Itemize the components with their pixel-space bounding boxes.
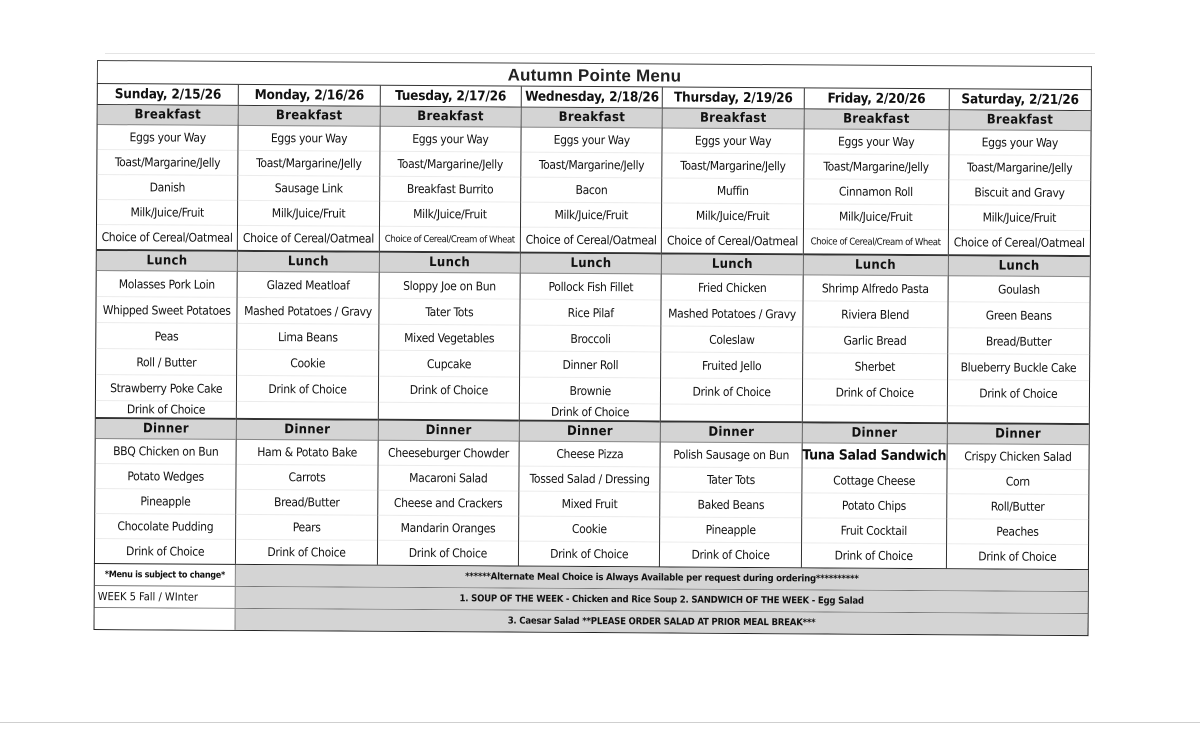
breakfast-header: Breakfast [804,109,948,130]
dinner-section [660,422,801,567]
dinner-item: Drink of Choice [691,547,770,563]
lunch-item: Molasses Pork Loin [97,271,237,298]
breakfast-header: Breakfast [522,108,662,129]
lunch-item: Coleslaw [662,326,802,353]
breakfast-item: Bacon [521,178,662,204]
dinner-item: Drink of Choice [834,548,913,563]
lunch-section [237,252,378,421]
breakfast-item: Eggs your Way [380,127,520,153]
alternate-meal-note: ******Alternate Meal Choice is Always Available per request during ordering********** [236,565,1088,591]
dinner-section [236,420,377,565]
subject-to-change-note: *Menu is subject to change* [95,564,236,586]
breakfast-item: Eggs your Way [663,128,803,154]
lunch-extra-item [379,403,519,420]
lunch-header: Lunch [521,254,661,275]
lunch-section [96,251,237,420]
lunch-item: Drink of Choice [948,380,1090,407]
lunch-item: Sherbet [803,353,947,380]
breakfast-item: Toast/Margarine/Jelly [97,150,237,176]
lunch-item: Lima Beans [238,324,379,351]
dinner-item: Pears [236,515,377,541]
lunch-section [803,255,948,424]
dinner-item: Mixed Fruit [519,492,660,518]
lunch-extra-item [947,406,1088,423]
dinner-section [519,422,660,567]
breakfast-item: Choice of Cereal/Cream of Wheat [384,233,515,246]
breakfast-item: Sausage Link [238,176,379,202]
dinner-item: Tossed Salad / Dressing [519,467,660,493]
dinner-section [378,421,519,566]
breakfast-item: Eggs your Way [521,128,662,154]
page-title: Autumn Pointe Menu [507,65,682,86]
breakfast-item: Toast/Margarine/Jelly [949,155,1091,181]
lunch-item: Goulash [948,276,1090,303]
lunch-item: Garlic Bread [803,327,947,354]
day-column [802,88,950,568]
lunch-extra-item: Drink of Choice [550,404,630,420]
lunch-section [661,254,802,423]
breakfast-item: Cinnamon Roll [804,179,948,205]
lunch-item: Cupcake [379,351,519,378]
lunch-item: Drink of Choice [661,378,802,405]
week-label: WEEK 5 Fall / WInter [95,586,236,608]
breakfast-item: Breakfast Burrito [380,177,520,203]
dinner-item: Fruit Cocktail [802,518,946,544]
scan-edge-line [105,53,1095,54]
breakfast-section [804,109,949,256]
breakfast-item: Eggs your Way [97,125,237,151]
lunch-item: Glazed Meatloaf [238,272,379,299]
dinner-header: Dinner [802,423,946,444]
lunch-extra-item [661,404,801,421]
breakfast-item: Milk/Juice/Fruit [949,205,1091,231]
dinner-item: Pineapple [660,517,800,543]
dinner-item: Tuna Salad Sandwich [802,443,946,469]
dinner-item: Polish Sausage on Bun [661,442,801,468]
lunch-item: Shrimp Alfredo Pasta [803,275,947,302]
lunch-section [947,256,1089,425]
breakfast-item: Choice of Cereal/Cream of Wheat [810,235,941,248]
menu-grid [94,83,1092,570]
breakfast-header: Breakfast [949,110,1090,131]
day-header: Tuesday, 2/17/26 [380,86,520,108]
dinner-item: Baked Beans [661,492,801,518]
day-header: Friday, 2/20/26 [804,88,948,110]
day-column [947,89,1091,569]
day-column [236,85,380,565]
breakfast-item: Milk/Juice/Fruit [97,200,237,226]
lunch-extra-item [803,405,947,422]
dinner-section [947,424,1089,569]
lunch-item: Riviera Blend [803,301,947,328]
dinner-item: Chocolate Pudding [95,514,235,540]
lunch-item: Blueberry Buckle Cake [948,354,1090,381]
breakfast-item: Toast/Margarine/Jelly [239,151,380,177]
dinner-item: Roll/Butter [947,494,1089,520]
breakfast-item: Muffin [663,178,803,204]
lunch-item: Pollock Fish Fillet [521,274,662,301]
lunch-item: Fried Chicken [662,274,802,301]
lunch-item: Drink of Choice [237,376,378,403]
dinner-item: Cheese and Crackers [378,491,518,517]
day-header: Saturday, 2/21/26 [949,89,1090,111]
lunch-item: Cookie [237,350,378,377]
day-column [519,87,663,567]
lunch-item: Brownie [520,378,661,405]
breakfast-item: Choice of Cereal/Oatmeal [525,232,657,248]
menu-footer [94,564,1089,636]
breakfast-item: Choice of Cereal/Oatmeal [666,233,799,249]
lunch-item: Green Beans [948,302,1090,329]
day-header: Wednesday, 2/18/26 [522,87,662,109]
lunch-section [379,253,520,422]
lunch-item: Rice Pilaf [520,300,661,327]
breakfast-item: Toast/Margarine/Jelly [804,154,948,180]
salad-note: 3. Caesar Salad **PLEASE ORDER SALAD AT PRIOR MEAL BREAK*** [236,609,1088,635]
breakfast-item: Milk/Juice/Fruit [380,202,520,228]
lunch-item: Roll / Butter [96,349,236,376]
lunch-item: Fruited Jello [661,352,801,379]
scan-bottom-line [0,722,1200,723]
breakfast-item: Toast/Margarine/Jelly [663,153,803,179]
breakfast-section [380,107,521,254]
dinner-item: Drink of Choice [126,544,205,559]
dinner-item: Bread/Butter [237,490,378,516]
dinner-header: Dinner [520,422,660,443]
dinner-item: Mandarin Oranges [378,516,518,542]
breakfast-section [97,105,238,252]
dinner-header: Dinner [237,420,377,441]
breakfast-section [948,110,1090,257]
lunch-header: Lunch [379,253,519,274]
breakfast-item: Eggs your Way [949,130,1091,156]
dinner-item: Tater Tots [661,467,801,493]
breakfast-item: Toast/Margarine/Jelly [521,153,662,179]
breakfast-item: Milk/Juice/Fruit [804,204,948,230]
footer-blank-cell [95,608,236,630]
day-column [378,86,522,566]
lunch-item: Sloppy Joe on Bun [379,273,519,300]
breakfast-item: Toast/Margarine/Jelly [380,152,520,178]
lunch-section [520,254,661,423]
lunch-extra-item: Drink of Choice [126,402,206,417]
dinner-item: Drink of Choice [978,549,1057,564]
breakfast-item: Eggs your Way [804,129,948,155]
breakfast-item: Choice of Cereal/Oatmeal [242,230,374,246]
lunch-item: Mashed Potatoes / Gravy [238,298,379,325]
breakfast-section [238,106,379,253]
day-column [660,87,804,567]
dinner-header: Dinner [947,424,1088,445]
dinner-item: BBQ Chicken on Bun [96,439,236,465]
lunch-item: Tater Tots [379,299,519,326]
breakfast-item: Biscuit and Gravy [949,180,1091,206]
dinner-item: Cookie [519,517,660,543]
dinner-section [802,423,947,568]
soup-sandwich-of-week: 1. SOUP OF THE WEEK - Chicken and Rice Soup 2. SANDWICH OF THE WEEK - Egg Salad [236,587,1088,613]
dinner-header: Dinner [378,421,518,442]
lunch-item: Dinner Roll [520,352,661,379]
lunch-item: Whipped Sweet Potatoes [96,297,236,324]
dinner-header: Dinner [96,419,236,440]
day-header: Sunday, 2/15/26 [98,84,238,106]
dinner-item: Carrots [237,465,378,491]
breakfast-item: Milk/Juice/Fruit [238,201,379,227]
lunch-item: Strawberry Poke Cake [96,375,236,402]
dinner-item: Cottage Cheese [802,468,946,494]
breakfast-item: Choice of Cereal/Oatmeal [101,230,233,245]
lunch-header: Lunch [803,255,947,276]
dinner-item: Drink of Choice [267,545,346,560]
breakfast-item: Danish [97,175,237,201]
lunch-item: Drink of Choice [379,377,519,404]
lunch-item: Peas [96,323,236,350]
dinner-item: Drink of Choice [550,546,629,562]
dinner-item: Drink of Choice [408,545,487,561]
dinner-item: Potato Chips [802,493,946,519]
dinner-item: Cheese Pizza [520,442,661,468]
lunch-header: Lunch [238,252,378,273]
breakfast-item: Eggs your Way [239,126,380,152]
breakfast-item: Choice of Cereal/Oatmeal [953,235,1085,251]
dinner-item: Pineapple [95,489,235,515]
lunch-header: Lunch [948,256,1089,277]
lunch-header: Lunch [662,254,802,275]
dinner-header: Dinner [661,422,801,443]
breakfast-header: Breakfast [239,106,379,127]
breakfast-section [521,108,662,255]
breakfast-section [662,108,803,255]
dinner-item: Potato Wedges [95,464,235,490]
lunch-item: Bread/Butter [948,328,1090,355]
lunch-item: Mashed Potatoes / Gravy [662,300,802,327]
menu-sheet [94,60,1092,636]
lunch-item: Broccoli [520,326,661,353]
dinner-item: Ham & Potato Bake [237,440,378,466]
breakfast-item: Milk/Juice/Fruit [521,203,662,229]
lunch-header: Lunch [97,251,237,272]
day-header: Thursday, 2/19/26 [663,87,803,109]
dinner-item: Macaroni Salad [378,466,518,492]
breakfast-header: Breakfast [663,108,803,129]
dinner-item: Cheeseburger Chowder [378,441,518,467]
dinner-item: Crispy Chicken Salad [947,444,1089,470]
dinner-item: Corn [947,469,1089,495]
breakfast-header: Breakfast [380,107,520,128]
breakfast-header: Breakfast [98,105,238,126]
day-header: Monday, 2/16/26 [239,85,379,107]
lunch-extra-item [237,402,377,419]
dinner-item: Peaches [947,519,1089,545]
lunch-item: Drink of Choice [803,379,947,406]
day-column [95,84,239,564]
dinner-section [95,419,236,564]
breakfast-item: Milk/Juice/Fruit [662,203,802,229]
lunch-item: Mixed Vegetables [379,325,519,352]
